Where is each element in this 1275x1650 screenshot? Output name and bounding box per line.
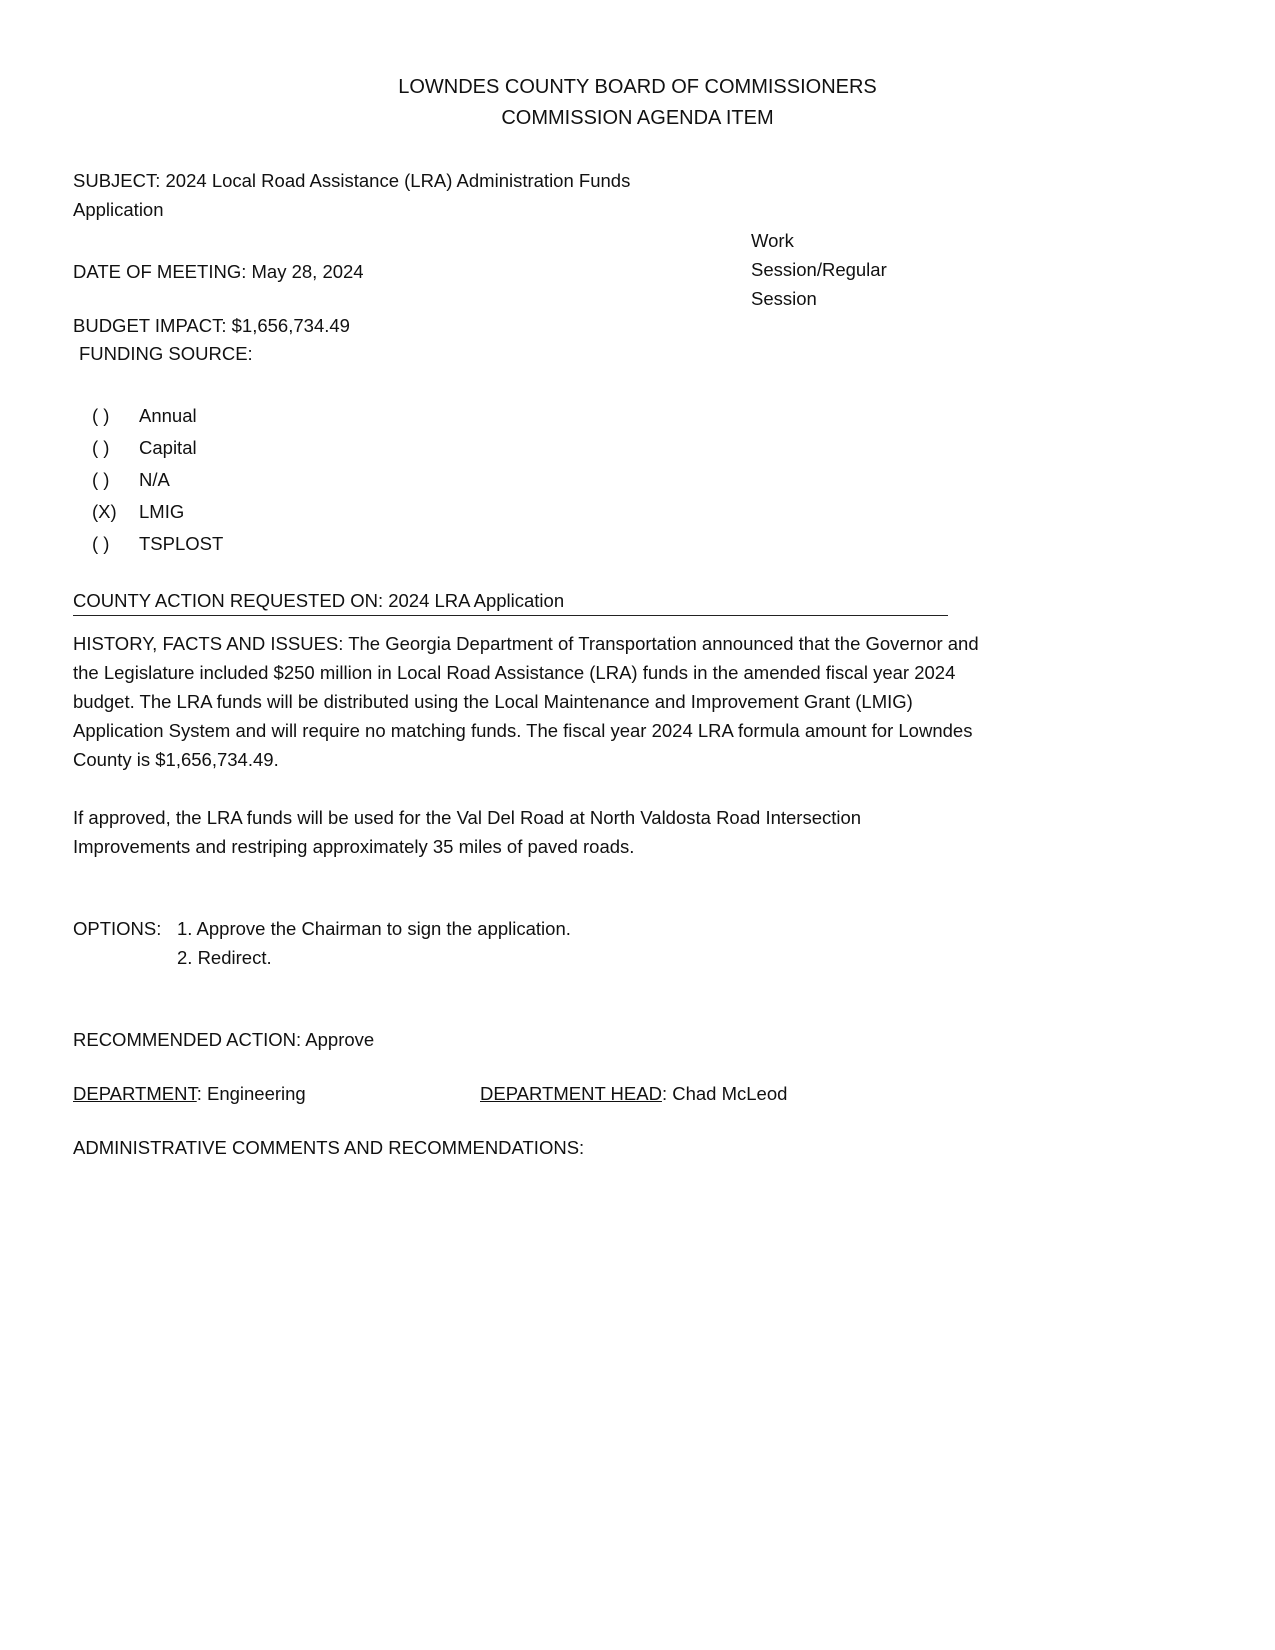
header-title: LOWNDES COUNTY BOARD OF COMMISSIONERS — [398, 76, 877, 98]
date-of-meeting: DATE OF MEETING: May 28, 2024 — [73, 261, 364, 282]
session-line3: Session — [751, 288, 817, 309]
checkbox-mark: (X) — [92, 501, 117, 522]
funding-option-annual — [92, 400, 197, 432]
history-line: the Legislature included $250 million in Local Road Assistance (LRA) funds in the amended fiscal year 2024 — [73, 662, 956, 683]
history-line: County is $1,656,734.49. — [73, 749, 279, 770]
department-value: : Engineering — [196, 1083, 306, 1104]
funding-option-lmig — [92, 496, 184, 528]
checkbox-mark: ( ) — [92, 533, 110, 554]
recommended-action: RECOMMENDED ACTION: Approve — [73, 1029, 375, 1050]
option-label: LMIG — [139, 501, 185, 522]
department-label: DEPARTMENT — [73, 1083, 197, 1104]
option-item: 2. Redirect. — [177, 947, 272, 968]
subject-line1: SUBJECT: 2024 Local Road Assistance (LRA) Administration Funds — [73, 170, 631, 191]
history-line: budget. The LRA funds will be distributed using the Local Maintenance and Improvement Grant (LMIG) — [73, 691, 913, 712]
county-action-requested: COUNTY ACTION REQUESTED ON: 2024 LRA Application — [73, 590, 565, 611]
options-label: OPTIONS: — [73, 918, 162, 939]
checkbox-mark: ( ) — [92, 469, 110, 490]
checkbox-mark: ( ) — [92, 405, 110, 426]
department — [73, 1079, 306, 1108]
checkbox-mark: ( ) — [92, 437, 110, 458]
approved-line: If approved, the LRA funds will be used for the Val Del Road at North Valdosta Road Intersection — [73, 807, 862, 828]
department-head-label: DEPARTMENT HEAD — [480, 1083, 662, 1104]
funding-source-label: FUNDING SOURCE: — [79, 343, 253, 364]
budget-impact: BUDGET IMPACT: $1,656,734.49 — [73, 315, 350, 336]
administrative-comments: ADMINISTRATIVE COMMENTS AND RECOMMENDATIONS: — [73, 1137, 585, 1158]
option-label: TSPLOST — [139, 533, 224, 554]
header-subtitle: COMMISSION AGENDA ITEM — [501, 107, 774, 129]
option-label: Capital — [139, 437, 197, 458]
department-head — [480, 1079, 787, 1108]
approved-line: Improvements and restriping approximately 35 miles of paved roads. — [73, 836, 635, 857]
session-line1: Work — [751, 230, 794, 251]
history-line: Application System and will require no matching funds. The fiscal year 2024 LRA formula amount for Lowndes — [73, 720, 973, 741]
option-label: N/A — [139, 469, 170, 490]
funding-option-tsplost — [92, 528, 223, 560]
funding-option-na — [92, 464, 170, 496]
subject-line2: Application — [73, 199, 164, 220]
funding-option-capital — [92, 432, 197, 464]
section-divider — [73, 615, 948, 616]
session-line2: Session/Regular — [751, 259, 887, 280]
option-label: Annual — [139, 405, 197, 426]
option-item: 1. Approve the Chairman to sign the application. — [177, 918, 571, 939]
department-head-value: : Chad McLeod — [661, 1083, 788, 1104]
history-line: HISTORY, FACTS AND ISSUES: The Georgia Department of Transportation announced that the Governor and — [73, 633, 979, 654]
